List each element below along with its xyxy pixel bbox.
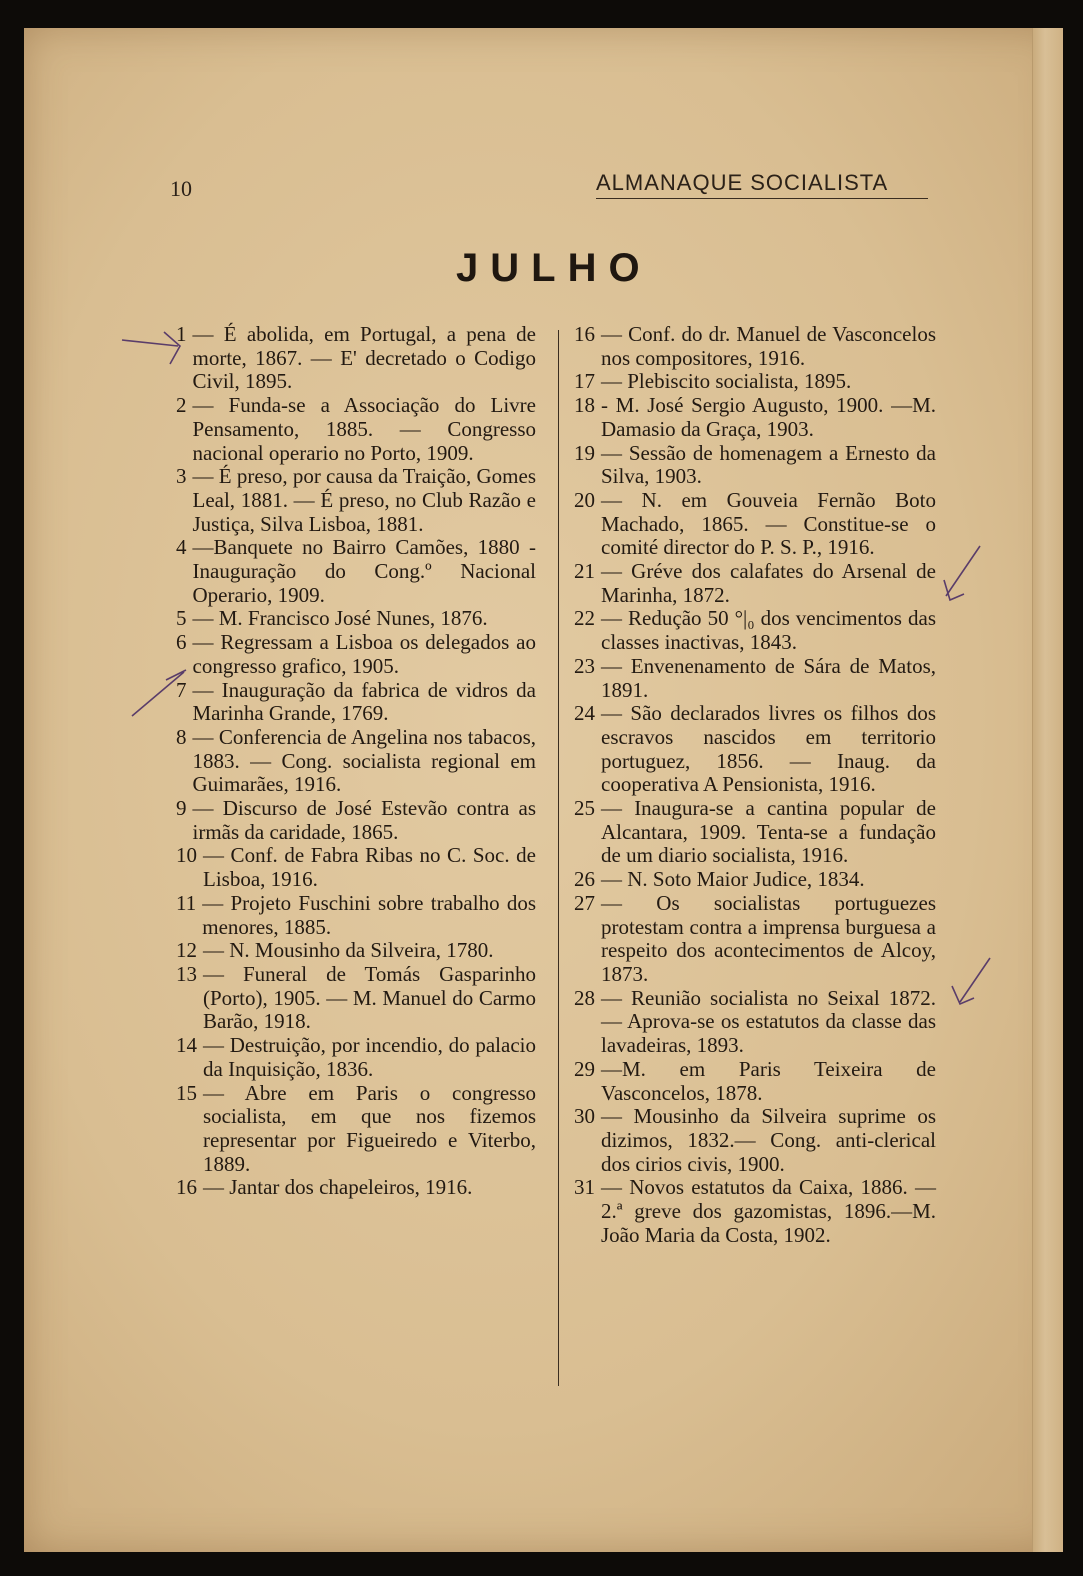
calendar-entry — [176, 1176, 536, 1200]
entry-text: — N. Mousinho da Silveira, 1780. — [203, 938, 494, 963]
entry-text: — É preso, por causa da Traição, Gomes Leal, 1881. — É preso, no Club Razão e Justiça, Silva Lisboa, 1881. — [192, 464, 537, 536]
entry-day: 26 — [574, 867, 595, 892]
entry-day: 1 — [176, 322, 187, 346]
entry-day: 20 — [574, 487, 595, 512]
calendar-entry — [574, 868, 936, 892]
entry-text: — Mousinho da Silveira suprime os dizimos, 1832.— Cong. anti-clerical dos cirios civis, 1900. — [601, 1104, 936, 1176]
entry-text: — Regressam a Lisboa os delegados ao congresso grafico, 1905. — [192, 630, 536, 678]
pencil-check-mark-21 — [940, 540, 990, 610]
entry-text: — Funda-se a Associação do Livre Pensamento, 1885. — Congresso nacional operario no Porto, 1909. — [192, 393, 536, 465]
entry-day: 3 — [176, 464, 187, 489]
entry-day: 5 — [176, 606, 187, 631]
entry-text: — Conf. do dr. Manuel de Vasconcelos nos compositores, 1916. — [601, 322, 936, 370]
calendar-entry — [176, 939, 536, 963]
entry-text: — Novos estatutos da Caixa, 1886. — 2.ª greve dos gazomistas, 1896.—M. João Maria da Costa, 1902. — [601, 1175, 936, 1247]
month-title: JULHO — [456, 246, 652, 290]
entry-text: — Conf. de Fabra Ribas no C. Soc. de Lisboa, 1916. — [203, 843, 536, 892]
calendar-entry — [574, 1105, 936, 1176]
entry-day: 16 — [574, 322, 595, 346]
entry-day: 4 — [176, 535, 187, 560]
left-column — [176, 323, 536, 1200]
entry-text: — M. Francisco José Nunes, 1876. — [192, 606, 488, 631]
calendar-entry — [176, 797, 536, 844]
entry-text: — Abre em Paris o congresso socialista, em que nos fizemos representar por Figueiredo e Viterbo, 1889. — [203, 1080, 536, 1176]
entry-day: 29 — [574, 1056, 595, 1081]
column-divider — [558, 330, 559, 1386]
calendar-entry — [176, 394, 536, 465]
entry-day: 7 — [176, 677, 187, 702]
calendar-entry — [176, 465, 536, 536]
pencil-check-mark-27 — [948, 954, 998, 1014]
entry-day: 11 — [176, 890, 197, 915]
pencil-arrow-mark — [118, 326, 188, 376]
entry-day: 10 — [176, 843, 197, 868]
entry-text: — Discurso de José Estevão contra as irmãs da caridade, 1865. — [192, 796, 536, 844]
entry-text: — Redução 50 °|₀ dos vencimentos das classes inactivas, 1843. — [601, 606, 936, 655]
entry-text: — Jantar dos chapeleiros, 1916. — [203, 1175, 473, 1200]
page-fold — [1032, 28, 1063, 1552]
entry-text: — É abolida, em Portugal, a pena de morte, 1867. — E' decretado o Codigo Civil, 1895. — [192, 322, 536, 394]
entry-text: —Banquete no Bairro Camões, 1880 - Inauguração do Cong.º Nacional Operario, 1909. — [192, 535, 536, 607]
entry-day: 24 — [574, 701, 595, 726]
entry-day: 12 — [176, 938, 197, 963]
calendar-entry — [176, 1082, 536, 1177]
calendar-entry — [574, 797, 936, 868]
right-column — [574, 323, 936, 1247]
entry-day: 2 — [176, 393, 187, 418]
entry-day: 21 — [574, 559, 595, 584]
calendar-entry — [574, 560, 936, 607]
calendar-entry — [176, 844, 536, 891]
calendar-entry — [574, 1176, 936, 1247]
calendar-entry — [176, 726, 536, 797]
entry-text: — Envenenamento de Sára de Matos, 1891. — [601, 653, 936, 702]
entry-text: — Gréve dos calafates do Arsenal de Marinha, 1872. — [601, 559, 936, 607]
entry-day: 23 — [574, 653, 595, 678]
entry-text: — Funeral de Tomás Gasparinho (Porto), 1905. — M. Manuel do Carmo Barão, 1918. — [203, 961, 536, 1034]
calendar-entry — [574, 394, 936, 441]
calendar-entry — [574, 370, 936, 394]
entry-day: 6 — [176, 630, 187, 655]
entry-text: - M. José Sergio Augusto, 1900. —M. Damasio da Graça, 1903. — [601, 393, 936, 441]
entry-day: 28 — [574, 985, 595, 1010]
calendar-entry — [574, 442, 936, 489]
entry-text: — N. em Gouveia Fernão Boto Machado, 1865. — Constitue-se o comité director do P. S. P., 1916. — [601, 487, 936, 560]
calendar-entry — [574, 892, 936, 987]
entry-day: 18 — [574, 393, 595, 418]
pencil-slash-mark — [126, 664, 196, 724]
entry-day: 9 — [176, 796, 187, 821]
calendar-entry — [176, 679, 536, 726]
entry-text: — N. Soto Maior Judice, 1834. — [601, 867, 865, 892]
entry-day: 19 — [574, 440, 595, 465]
entry-day: 27 — [574, 890, 595, 915]
entry-day: 30 — [574, 1104, 595, 1129]
entry-text: — Destruição, por incendio, do palacio da Inquisição, 1836. — [203, 1033, 536, 1081]
entry-day: 25 — [574, 796, 595, 821]
entry-text: — Projeto Fuschini sobre trabalho dos menores, 1885. — [202, 890, 536, 939]
calendar-entry — [574, 607, 936, 654]
calendar-entry — [176, 536, 536, 607]
entry-text: — Inaugura-se a cantina popular de Alcantara, 1909. Tenta-se a fundação de um diario socialista, 1916. — [601, 796, 936, 868]
calendar-entry — [176, 607, 536, 631]
calendar-entry — [176, 892, 536, 939]
calendar-entry — [574, 702, 936, 797]
page-number: 10 — [170, 176, 192, 201]
calendar-entry — [574, 655, 936, 702]
entry-day: 8 — [176, 724, 187, 749]
entry-text: — Reunião socialista no Seixal 1872. — Aprova-se os estatutos da classe das lavadeiras, 1893. — [601, 985, 936, 1058]
entry-day: 14 — [176, 1033, 197, 1058]
entry-day: 31 — [574, 1175, 595, 1200]
running-head: ALMANAQUE SOCIALISTA — [596, 170, 928, 199]
calendar-entry — [574, 1058, 936, 1105]
entry-text: — Conferencia de Angelina nos tabacos, 1883. — Cong. socialista regional em Guimarães, 1916. — [192, 724, 536, 797]
entry-text: — São declarados livres os filhos dos escravos nascidos em territorio portuguez, 1856. — Inaug. da cooperativa A Pensionista, 1916. — [601, 701, 936, 797]
entry-day: 17 — [574, 369, 595, 394]
calendar-entry — [176, 963, 536, 1034]
calendar-entry — [176, 631, 536, 678]
entry-text: —M. em Paris Teixeira de Vasconcelos, 1878. — [601, 1056, 936, 1105]
calendar-entry — [176, 1034, 536, 1081]
calendar-entry — [176, 323, 536, 394]
calendar-entry — [574, 987, 936, 1058]
entry-day: 15 — [176, 1080, 197, 1105]
entry-day: 16 — [176, 1175, 197, 1200]
calendar-entry — [574, 323, 936, 370]
entry-day: 13 — [176, 961, 197, 986]
entry-text: — Sessão de homenagem a Ernesto da Silva, 1903. — [601, 440, 936, 489]
entry-text: — Plebiscito socialista, 1895. — [601, 369, 852, 394]
entry-text: — Os socialistas portuguezes protestam contra a imprensa burguesa a respeito dos acontecimentos de Alcoy, 1873. — [601, 890, 936, 986]
entry-day: 22 — [574, 606, 595, 631]
calendar-entry — [574, 489, 936, 560]
entry-text: — Inauguração da fabrica de vidros da Marinha Grande, 1769. — [192, 677, 536, 726]
